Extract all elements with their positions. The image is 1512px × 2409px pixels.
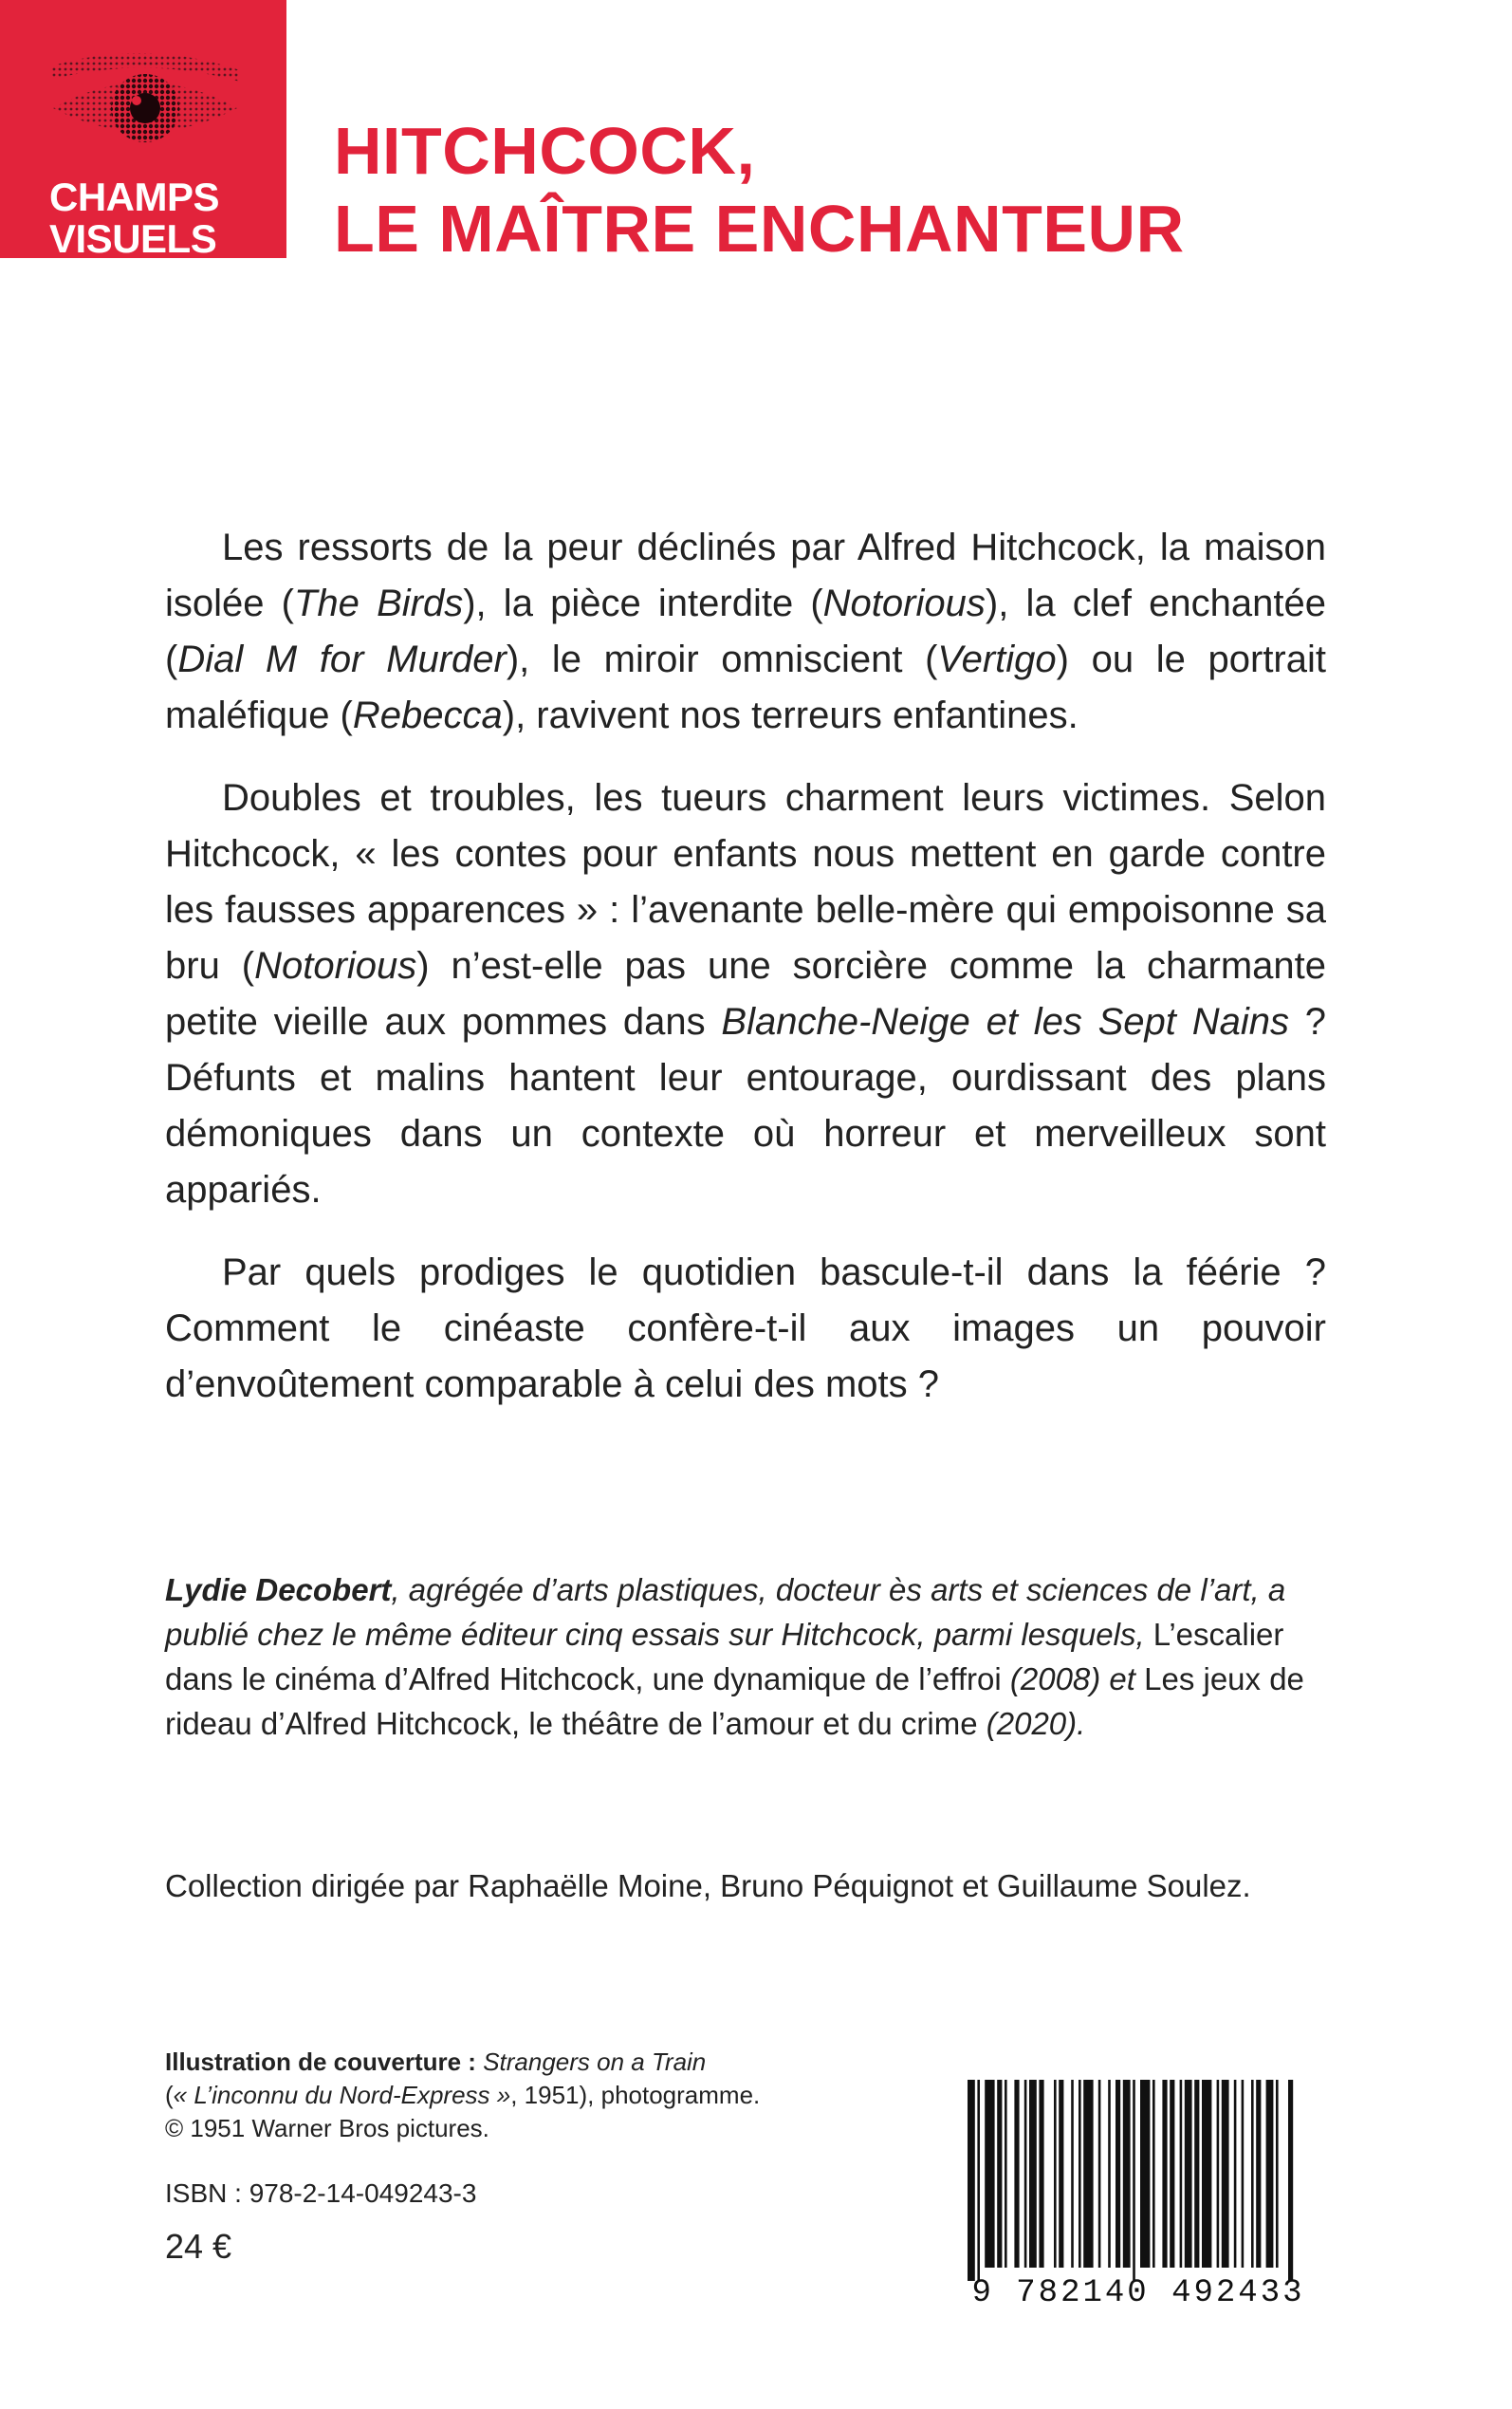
barcode-bar [1202, 2080, 1211, 2268]
credits-copyright: © 1951 Warner Bros pictures. [165, 2114, 489, 2142]
film-title: Vertigo [937, 639, 1057, 680]
series-logo-text [49, 176, 267, 258]
barcode-digits: 9 782140 492433 [971, 2275, 1305, 2311]
blurb-text: ), la pièce interdite ( [463, 583, 823, 624]
series-logo [0, 0, 286, 258]
film-title: Dial M for Murder [177, 639, 507, 680]
barcode-bar [1059, 2080, 1063, 2268]
cover-credits [165, 2046, 829, 2145]
bio-text: , agrégée d’arts plastiques, docteur ès arts et sciences de l’art, a publié chez le même éditeur cinq essais sur Hitchcock, parmi lesquels, [165, 1572, 1286, 1652]
blurb-text: ) ou le portrait maléfique ( [165, 639, 1326, 736]
film-title: Notorious [822, 583, 986, 624]
barcode-bar [1029, 2080, 1037, 2268]
book-reference: L’escalier dans le cinéma d’Alfred Hitchcock, une dynamique de l’effroi [165, 1617, 1284, 1696]
barcode-bar [1083, 2080, 1093, 2268]
barcode-bar [1108, 2080, 1111, 2268]
barcode-bar [1123, 2080, 1131, 2268]
barcode-bar [1185, 2080, 1192, 2268]
barcode-bar [997, 2080, 1002, 2268]
isbn: ISBN : 978-2-14-049243-3 [165, 2178, 477, 2208]
credits-rest: , 1951), photogramme. [510, 2081, 761, 2109]
barcode-bar [1194, 2080, 1199, 2268]
barcode-bar [1071, 2080, 1074, 2268]
barcode-bar [1039, 2080, 1043, 2268]
blurb-text: Les ressorts de la peur déclinés par Alfred Hitchcock, la maison isolée ( [165, 527, 1326, 624]
barcode-bar [1251, 2080, 1254, 2268]
credits-line-2: (« L’inconnu du Nord-Express », 1951), photogramme. [165, 2081, 761, 2109]
barcode-bar [1276, 2080, 1279, 2268]
blurb-text: ) n’est-elle pas une sorcière comme la charmante petite vieille aux pommes dans [165, 945, 1327, 1043]
film-title: Blanche-Neige et les Sept Nains [721, 1001, 1289, 1043]
book-title-line1: HITCHCOCK, [334, 114, 756, 188]
credits-alt-title: « L’inconnu du Nord-Express » [173, 2081, 511, 2109]
blurb-text: ? Défunts et malins hantent leur entourage, ourdissant des plans démoniques dans un contexte où horreur et merveilleux sont appariés. [165, 1001, 1326, 1211]
barcode-bar [1140, 2080, 1150, 2268]
series-logo-line1: CHAMPS [49, 175, 220, 219]
collection-editors: Collection dirigée par Raphaëlle Moine, Bruno Péquignot et Guillaume Soulez. [165, 1868, 1251, 1903]
barcode-bar [1116, 2080, 1120, 2268]
barcode-bar [1222, 2080, 1229, 2268]
barcode-bar [1054, 2080, 1057, 2268]
author-bio [165, 1567, 1326, 1746]
credits-label: Illustration de couverture : [165, 2048, 476, 2076]
book-reference: Les jeux de rideau d’Alfred Hitchcock, le théâtre de l’amour et du crime [165, 1661, 1304, 1741]
barcode-bar [1234, 2080, 1237, 2268]
barcode-bar [1152, 2080, 1155, 2268]
price: 24 € [165, 2227, 232, 2266]
barcode-bar [1170, 2080, 1174, 2268]
blurb-text: ), le miroir omniscient ( [506, 639, 938, 680]
blurb-paragraph-1 [165, 520, 1326, 744]
barcode-bar [1162, 2080, 1167, 2268]
barcode-bar [1024, 2080, 1027, 2268]
barcode-bar [1256, 2080, 1261, 2268]
eye-icon [46, 49, 245, 154]
back-cover-blurb [165, 520, 1326, 1439]
credits-line-1 [165, 2046, 829, 2079]
barcode-bar [1266, 2080, 1274, 2268]
barcode-bar [1005, 2080, 1007, 2268]
barcode-bar [1217, 2080, 1220, 2268]
blurb-text: ), la clef enchantée ( [165, 583, 1326, 680]
film-title: The Birds [294, 583, 464, 624]
blurb-text: Doubles et troubles, les tueurs charment leurs victimes. Selon Hitchcock, « les contes pour enfants nous mettent en garde contre les fausses apparences » : l’avenante belle-mère qui empoisonne sa bru ( [165, 777, 1326, 987]
barcode-bar [1098, 2080, 1101, 2268]
book-title-line2: LE MAÎTRE ENCHANTEUR [334, 192, 1185, 266]
credits-film-title: Strangers on a Train [483, 2048, 707, 2076]
barcode-bar [1014, 2080, 1019, 2268]
film-title: Rebecca [352, 695, 503, 736]
blurb-text: ), ravivent nos terreurs enfantines. [502, 695, 1079, 736]
author-name: Lydie Decobert [165, 1572, 392, 1607]
barcode-bar [968, 2080, 975, 2281]
series-logo-line2: VISUELS [49, 216, 217, 258]
barcode-bar [1242, 2080, 1245, 2268]
barcode-bar [985, 2080, 994, 2268]
barcode-bar [1288, 2080, 1293, 2281]
barcode-bar [1079, 2080, 1081, 2268]
barcode-bar [977, 2080, 980, 2281]
film-title: Notorious [254, 945, 417, 987]
bio-text: (2020). [977, 1706, 1086, 1741]
blurb-paragraph-2 [165, 770, 1326, 1218]
book-title [334, 112, 1185, 268]
bio-text: (2008) et [1001, 1661, 1145, 1696]
blurb-paragraph-3: Par quels prodiges le quotidien bascule-t-il dans la féérie ? Comment le cinéaste confère-t-il aux images un pouvoir d’envoûtement comparable à celui des mots ? [165, 1251, 1326, 1405]
barcode-bar [1180, 2080, 1183, 2268]
barcode-bar [1133, 2080, 1135, 2281]
